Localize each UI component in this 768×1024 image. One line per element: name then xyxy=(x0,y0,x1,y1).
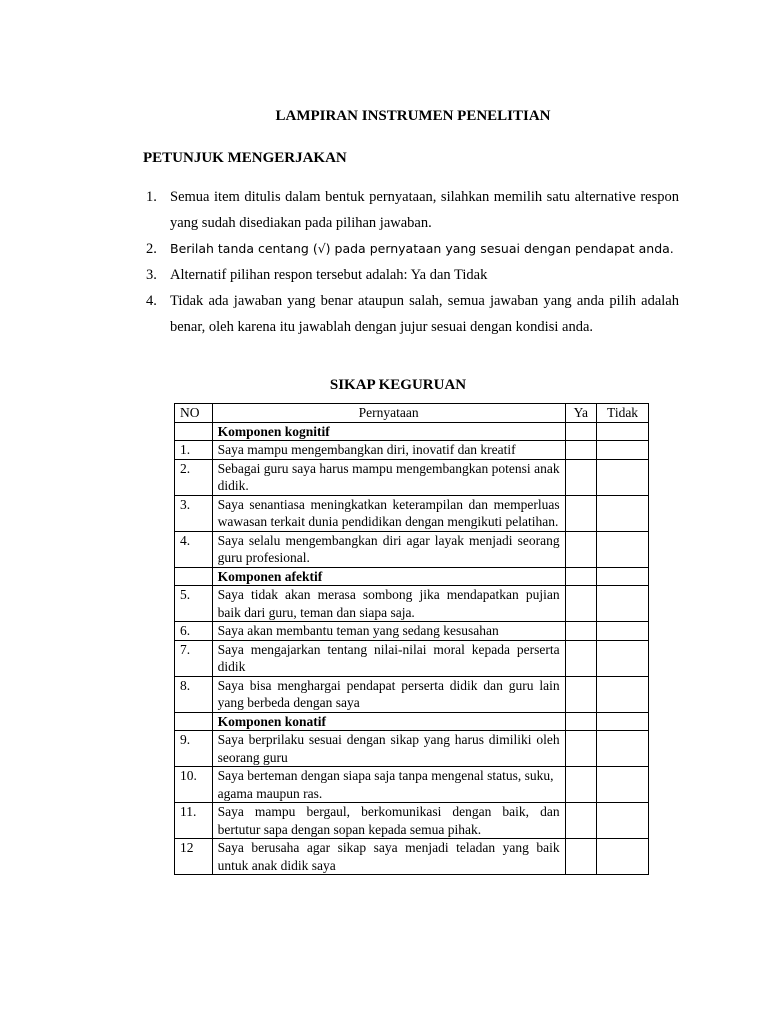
instruction-number: 4. xyxy=(146,293,157,309)
tidak-answer-cell[interactable] xyxy=(597,676,649,712)
tidak-answer-cell[interactable] xyxy=(597,767,649,803)
statement-text: Saya selalu mengembangkan diri agar layak menjadi seorang guru profesional. xyxy=(212,531,565,567)
statement-text: Saya mengajarkan tentang nilai-nilai moral kepada perserta didik xyxy=(212,640,565,676)
ya-answer-cell[interactable] xyxy=(565,676,597,712)
tidak-answer-cell[interactable] xyxy=(597,839,649,875)
tidak-answer-cell[interactable] xyxy=(597,495,649,531)
ya-answer-cell[interactable] xyxy=(565,839,597,875)
row-number: 12 xyxy=(175,839,213,875)
ya-answer-cell[interactable] xyxy=(565,640,597,676)
survey-table xyxy=(174,403,649,875)
instruction-item xyxy=(143,236,679,262)
row-number: 9. xyxy=(175,731,213,767)
instruction-item xyxy=(143,288,679,340)
table-row xyxy=(175,839,649,875)
row-number: 2. xyxy=(175,459,213,495)
ya-answer-cell[interactable] xyxy=(565,767,597,803)
group-name: Komponen afektif xyxy=(212,567,565,586)
header-no: NO xyxy=(175,404,213,423)
table-row xyxy=(175,731,649,767)
row-number: 8. xyxy=(175,676,213,712)
instruction-number: 3. xyxy=(146,267,157,283)
header-ya: Ya xyxy=(565,404,597,423)
tidak-answer-cell[interactable] xyxy=(597,622,649,641)
group-name: Komponen kognitif xyxy=(212,422,565,441)
ya-answer-cell[interactable] xyxy=(565,441,597,460)
row-number: 5. xyxy=(175,586,213,622)
table-group-row xyxy=(175,712,649,731)
table-group-row xyxy=(175,567,649,586)
table-row xyxy=(175,459,649,495)
row-number: 7. xyxy=(175,640,213,676)
group-ya-cell xyxy=(565,422,597,441)
group-no-cell xyxy=(175,422,213,441)
table-group-row xyxy=(175,422,649,441)
group-ya-cell xyxy=(565,567,597,586)
ya-answer-cell[interactable] xyxy=(565,622,597,641)
instruction-text: Tidak ada jawaban yang benar ataupun salah, semua jawaban yang anda pilih adalah benar, oleh karena itu jawablah dengan jujur sesuai dengan kondisi anda. xyxy=(170,293,679,335)
group-no-cell xyxy=(175,567,213,586)
table-title: SIKAP KEGURUAN xyxy=(329,377,467,393)
row-number: 3. xyxy=(175,495,213,531)
statement-text: Saya berusaha agar sikap saya menjadi teladan yang baik untuk anak didik saya xyxy=(212,839,565,875)
tidak-answer-cell[interactable] xyxy=(597,459,649,495)
group-no-cell xyxy=(175,712,213,731)
group-ya-cell xyxy=(565,712,597,731)
table-row xyxy=(175,803,649,839)
ya-answer-cell[interactable] xyxy=(565,731,597,767)
instruction-text: Semua item ditulis dalam bentuk pernyataan, silahkan memilih satu alternative respon yang sudah disediakan pada pilihan jawaban. xyxy=(170,189,679,231)
ya-answer-cell[interactable] xyxy=(565,803,597,839)
instructions-list xyxy=(143,184,679,340)
header-tidak: Tidak xyxy=(597,404,649,423)
table-header-row xyxy=(175,404,649,423)
table-row xyxy=(175,531,649,567)
instruction-number: 2. xyxy=(146,241,157,257)
table-row xyxy=(175,586,649,622)
table-row xyxy=(175,640,649,676)
statement-text: Saya mampu mengembangkan diri, inovatif dan kreatif xyxy=(212,441,565,460)
tidak-answer-cell[interactable] xyxy=(597,441,649,460)
table-row xyxy=(175,676,649,712)
statement-text: Saya tidak akan merasa sombong jika mendapatkan pujian baik dari guru, teman dan siapa saja. xyxy=(212,586,565,622)
group-name: Komponen konatif xyxy=(212,712,565,731)
statement-text: Saya akan membantu teman yang sedang kesusahan xyxy=(212,622,565,641)
ya-answer-cell[interactable] xyxy=(565,459,597,495)
survey-table-body xyxy=(175,422,649,875)
tidak-answer-cell[interactable] xyxy=(597,803,649,839)
row-number: 10. xyxy=(175,767,213,803)
tidak-answer-cell[interactable] xyxy=(597,586,649,622)
table-row xyxy=(175,622,649,641)
ya-answer-cell[interactable] xyxy=(565,586,597,622)
statement-text: Saya bisa menghargai pendapat perserta didik dan guru lain yang berbeda dengan saya xyxy=(212,676,565,712)
group-tidak-cell xyxy=(597,712,649,731)
ya-answer-cell[interactable] xyxy=(565,495,597,531)
statement-text: Saya berprilaku sesuai dengan sikap yang harus dimiliki oleh seorang guru xyxy=(212,731,565,767)
statement-text: Saya senantiasa meningkatkan keterampilan dan memperluas wawasan terkait dunia pendidikan dengan mengikuti pelatihan. xyxy=(212,495,565,531)
row-number: 11. xyxy=(175,803,213,839)
table-row xyxy=(175,441,649,460)
table-row xyxy=(175,767,649,803)
document-title: LAMPIRAN INSTRUMEN PENELITIAN xyxy=(275,108,551,124)
instructions-heading: PETUNJUK MENGERJAKAN xyxy=(143,150,347,166)
statement-text: Sebagai guru saya harus mampu mengembangkan potensi anak didik. xyxy=(212,459,565,495)
row-number: 1. xyxy=(175,441,213,460)
header-statement: Pernyataan xyxy=(212,404,565,423)
tidak-answer-cell[interactable] xyxy=(597,731,649,767)
instruction-text: Berilah tanda centang (√) pada pernyataan yang sesuai dengan pendapat anda. xyxy=(170,241,674,256)
row-number: 6. xyxy=(175,622,213,641)
group-tidak-cell xyxy=(597,422,649,441)
ya-answer-cell[interactable] xyxy=(565,531,597,567)
row-number: 4. xyxy=(175,531,213,567)
table-row xyxy=(175,495,649,531)
statement-text: Saya berteman dengan siapa saja tanpa mengenal status, suku, agama maupun ras. xyxy=(212,767,565,803)
tidak-answer-cell[interactable] xyxy=(597,640,649,676)
instruction-item xyxy=(143,262,679,288)
instruction-text: Alternatif pilihan respon tersebut adalah: Ya dan Tidak xyxy=(170,267,488,283)
instruction-number: 1. xyxy=(146,189,157,205)
instruction-item xyxy=(143,184,679,236)
tidak-answer-cell[interactable] xyxy=(597,531,649,567)
statement-text: Saya mampu bergaul, berkomunikasi dengan baik, dan bertutur sapa dengan sopan kepada semua pihak. xyxy=(212,803,565,839)
group-tidak-cell xyxy=(597,567,649,586)
